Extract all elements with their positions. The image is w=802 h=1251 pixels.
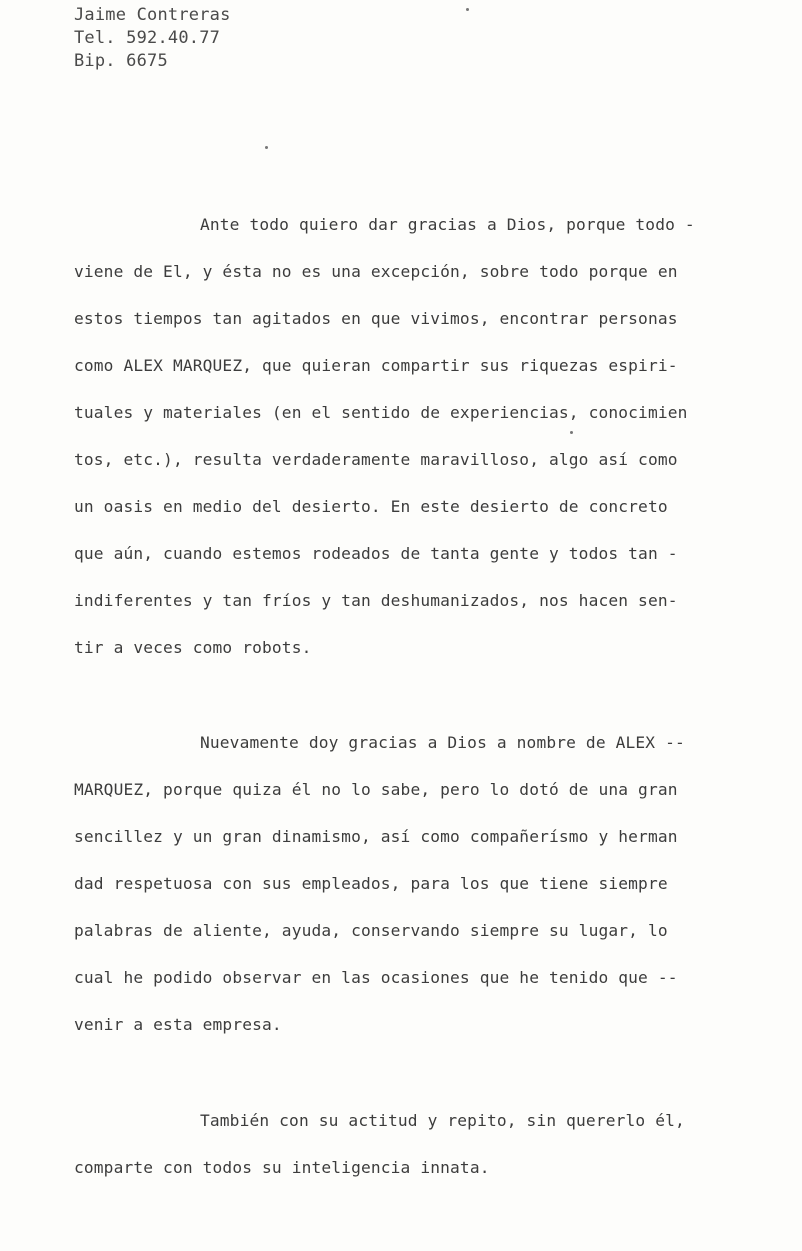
paragraph-line: tir a veces como robots. <box>74 638 312 657</box>
sender-phone: Tel. 592.40.77 <box>74 28 221 48</box>
paragraph-line: viene de El, y ésta no es una excepción, sobre todo porque en <box>74 262 678 281</box>
paragraph-line: Ante todo quiero dar gracias a Dios, porque todo - <box>200 215 695 234</box>
paragraph-line: Nuevamente doy gracias a Dios a nombre de ALEX -- <box>200 733 685 752</box>
paragraph-line: como ALEX MARQUEZ, que quieran compartir sus riquezas espiri- <box>74 356 678 375</box>
paragraph-line: También con su actitud y repito, sin quererlo él, <box>200 1111 685 1130</box>
paragraph-line: sencillez y un gran dinamismo, así como compañerísmo y herman <box>74 827 678 846</box>
paragraph-line: venir a esta empresa. <box>74 1015 282 1034</box>
sender-pager: Bip. 6675 <box>74 51 168 71</box>
paper-speck <box>265 146 268 149</box>
paragraph-line: tos, etc.), resulta verdaderamente maravilloso, algo así como <box>74 450 678 469</box>
paragraph-line: que aún, cuando estemos rodeados de tanta gente y todos tan - <box>74 544 678 563</box>
paragraph-3 <box>74 1097 790 1191</box>
paragraph-line: tuales y materiales (en el sentido de experiencias, conocimien <box>74 403 688 422</box>
paper-speck <box>466 8 469 11</box>
paragraph-line: MARQUEZ, porque quiza él no lo sabe, pero lo dotó de una gran <box>74 780 678 799</box>
paragraph-line: cual he podido observar en las ocasiones que he tenido que -- <box>74 968 678 987</box>
paragraph-line: estos tiempos tan agitados en que vivimos, encontrar personas <box>74 309 678 328</box>
paragraph-1 <box>74 201 790 671</box>
paragraph-line: dad respetuosa con sus empleados, para los que tiene siempre <box>74 874 668 893</box>
paragraph-2 <box>74 719 790 1048</box>
paragraph-line: indiferentes y tan fríos y tan deshumanizados, nos hacen sen- <box>74 591 678 610</box>
paragraph-line: un oasis en medio del desierto. En este desierto de concreto <box>74 497 668 516</box>
paragraph-line: comparte con todos su inteligencia innata. <box>74 1158 490 1177</box>
paragraph-line: palabras de aliente, ayuda, conservando siempre su lugar, lo <box>74 921 668 940</box>
letter-header <box>74 4 231 73</box>
sender-name: Jaime Contreras <box>74 5 231 25</box>
